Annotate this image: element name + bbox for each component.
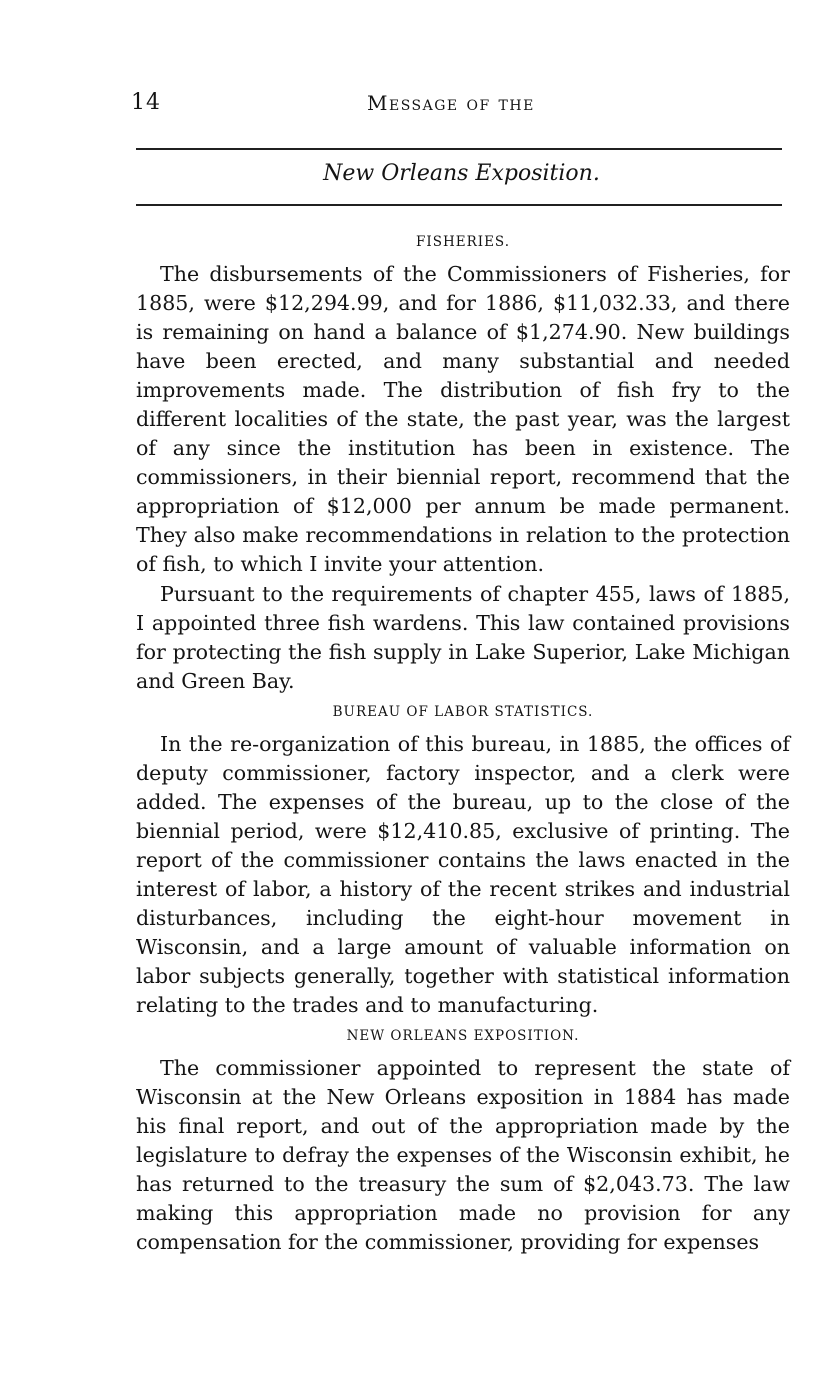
header-rule-bottom <box>136 204 782 206</box>
section-bureau-of-labor-statistics <box>136 702 790 1020</box>
section-heading: NEW ORLEANS EXPOSITION. <box>346 1028 580 1044</box>
paragraph: The disbursements of the Commissioners of Fisheries, for 1885, were $12,294.99, and for 1886, $11,032.33, and there is remaining on hand a balance of $1,274.90. New buildings have been erected, and many substantial and needed improvements made. The distribution of fish fry to the different localities of the state, the past year, was the largest of any since the institution has been in existence. The commissioners, in their biennial report, recommend that the appropriation of $12,000 per annum be made permanent. They also make recommendations in relation to the protection of fish, to which I invite your attention. <box>136 262 790 576</box>
header-rule-top <box>136 148 782 150</box>
paragraph: Pursuant to the requirements of chapter 455, laws of 1885, I appointed three fish wardens. This law contained provisions for protecting the fish supply in Lake Superior, Lake Michigan and Green Bay. <box>136 582 790 693</box>
section-fisheries <box>136 232 790 696</box>
section-heading: FISHERIES. <box>416 234 510 250</box>
section-new-orleans-exposition <box>136 1026 790 1257</box>
section-heading: BUREAU OF LABOR STATISTICS. <box>332 704 594 720</box>
paragraph: The commissioner appointed to represent the state of Wisconsin at the New Orleans exposition in 1884 has made his final report, and out of the appropriation made by the legislature to defray the expenses of the Wisconsin exhibit, he has returned to the treasury the sum of $2,043.73. The law making this appropriation made no provision for any compensation for the commissioner, providing for expenses <box>136 1056 790 1254</box>
page-number: 14 <box>131 90 161 115</box>
paragraph: In the re-organization of this bureau, in 1885, the offices of deputy commissioner, factory inspector, and a clerk were added. The expenses of the bureau, up to the close of the biennial period, were $12,410.85, exclusive of printing. The report of the commissioner contains the laws enacted in the interest of labor, a history of the recent strikes and industrial disturbances, including the eight-hour movement in Wisconsin, and a large amount of valuable information on labor subjects generally, together with statistical information relating to the trades and to manufacturing. <box>136 732 790 1017</box>
subject-title: New Orleans Exposition. <box>323 161 600 186</box>
running-head: Message of the <box>367 91 535 115</box>
page-body <box>136 232 790 1258</box>
